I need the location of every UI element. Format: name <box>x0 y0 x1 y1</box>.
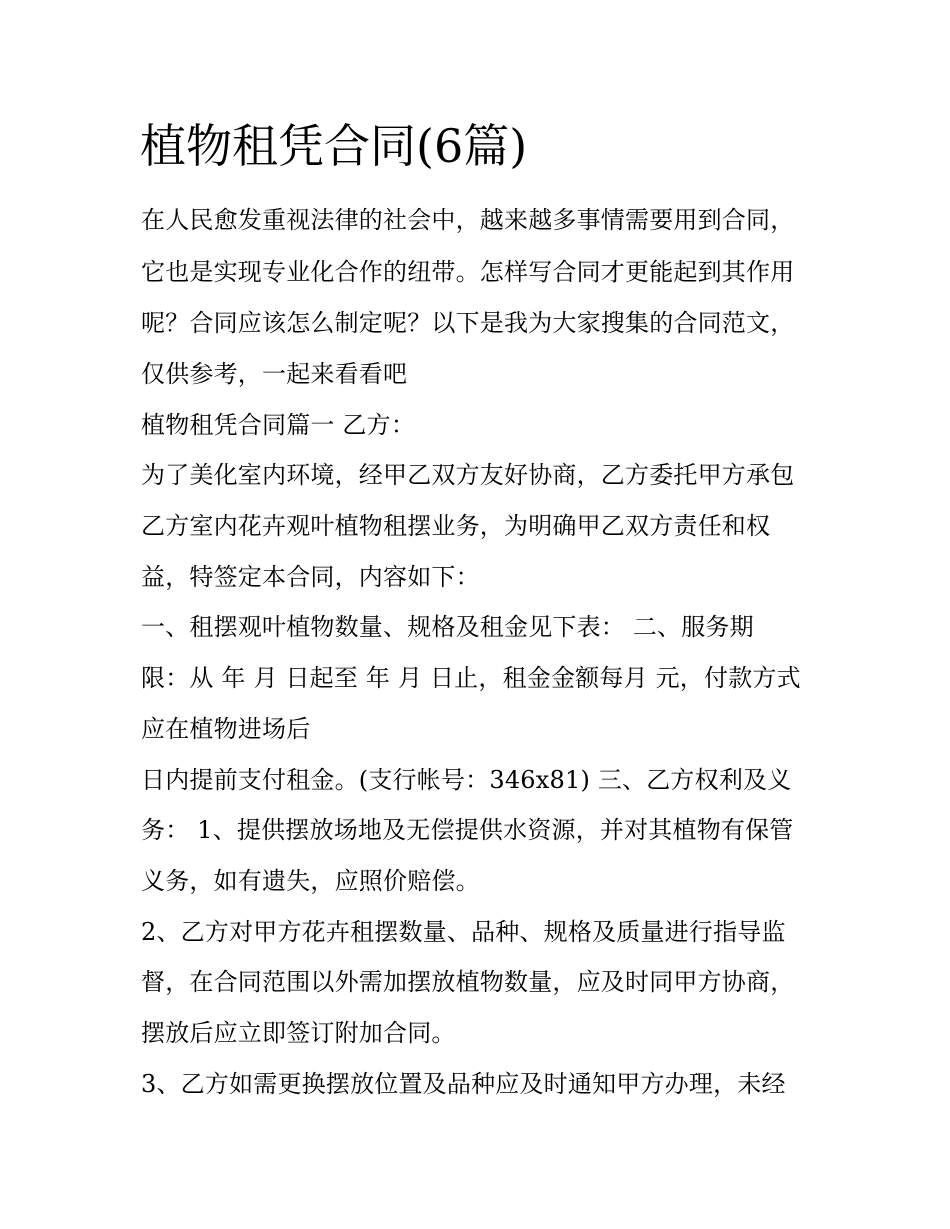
paragraph-line: 限：从 年 月 日起至 年 月 日止，租金金额每月 元，付款方式 <box>141 664 801 692</box>
paragraph-line: 务： 1、提供摆放场地及无偿提供水资源，并对其植物有保管 <box>141 816 794 844</box>
paragraph-line: 它也是实现专业化合作的纽带。怎样写合同才更能起到其作用 <box>141 258 795 286</box>
paragraph-line: 3、乙方如需更换摆放位置及品种应及时通知甲方办理，未经 <box>141 1070 786 1098</box>
paragraph-line: 为了美化室内环境，经甲乙双方友好协商，乙方委托甲方承包 <box>141 461 795 489</box>
paragraph-line: 呢？合同应该怎么制定呢？以下是我为大家搜集的合同范文， <box>141 309 795 337</box>
document-title: 植物租凭合同(6篇) <box>140 119 528 173</box>
paragraph-line: 乙方室内花卉观叶植物租摆业务，为明确甲乙双方责任和权 <box>141 512 771 540</box>
paragraph-line: 义务，如有遗失，应照价赔偿。 <box>141 867 480 895</box>
section-heading: 植物租凭合同篇一 乙方： <box>141 411 416 439</box>
paragraph-line: 督，在合同范围以外需加摆放植物数量，应及时同甲方协商， <box>141 968 795 996</box>
paragraph-line: 在人民愈发重视法律的社会中，越来越多事情需要用到合同， <box>141 206 795 234</box>
paragraph-line: 益，特签定本合同，内容如下： <box>141 563 480 591</box>
paragraph-line: 摆放后应立即签订附加合同。 <box>141 1019 456 1047</box>
paragraph-line: 仅供参考，一起来看看吧 <box>141 360 408 388</box>
paragraph-line: 日内提前支付租金。(支行帐号：346x81) 三、乙方权利及义 <box>141 766 792 794</box>
paragraph-line: 一、租摆观叶植物数量、规格及租金见下表： 二、服务期 <box>141 613 754 641</box>
paragraph-line: 应在植物进场后 <box>141 715 311 743</box>
paragraph-line: 2、乙方对甲方花卉租摆数量、品种、规格及质量进行指导监 <box>141 918 786 946</box>
